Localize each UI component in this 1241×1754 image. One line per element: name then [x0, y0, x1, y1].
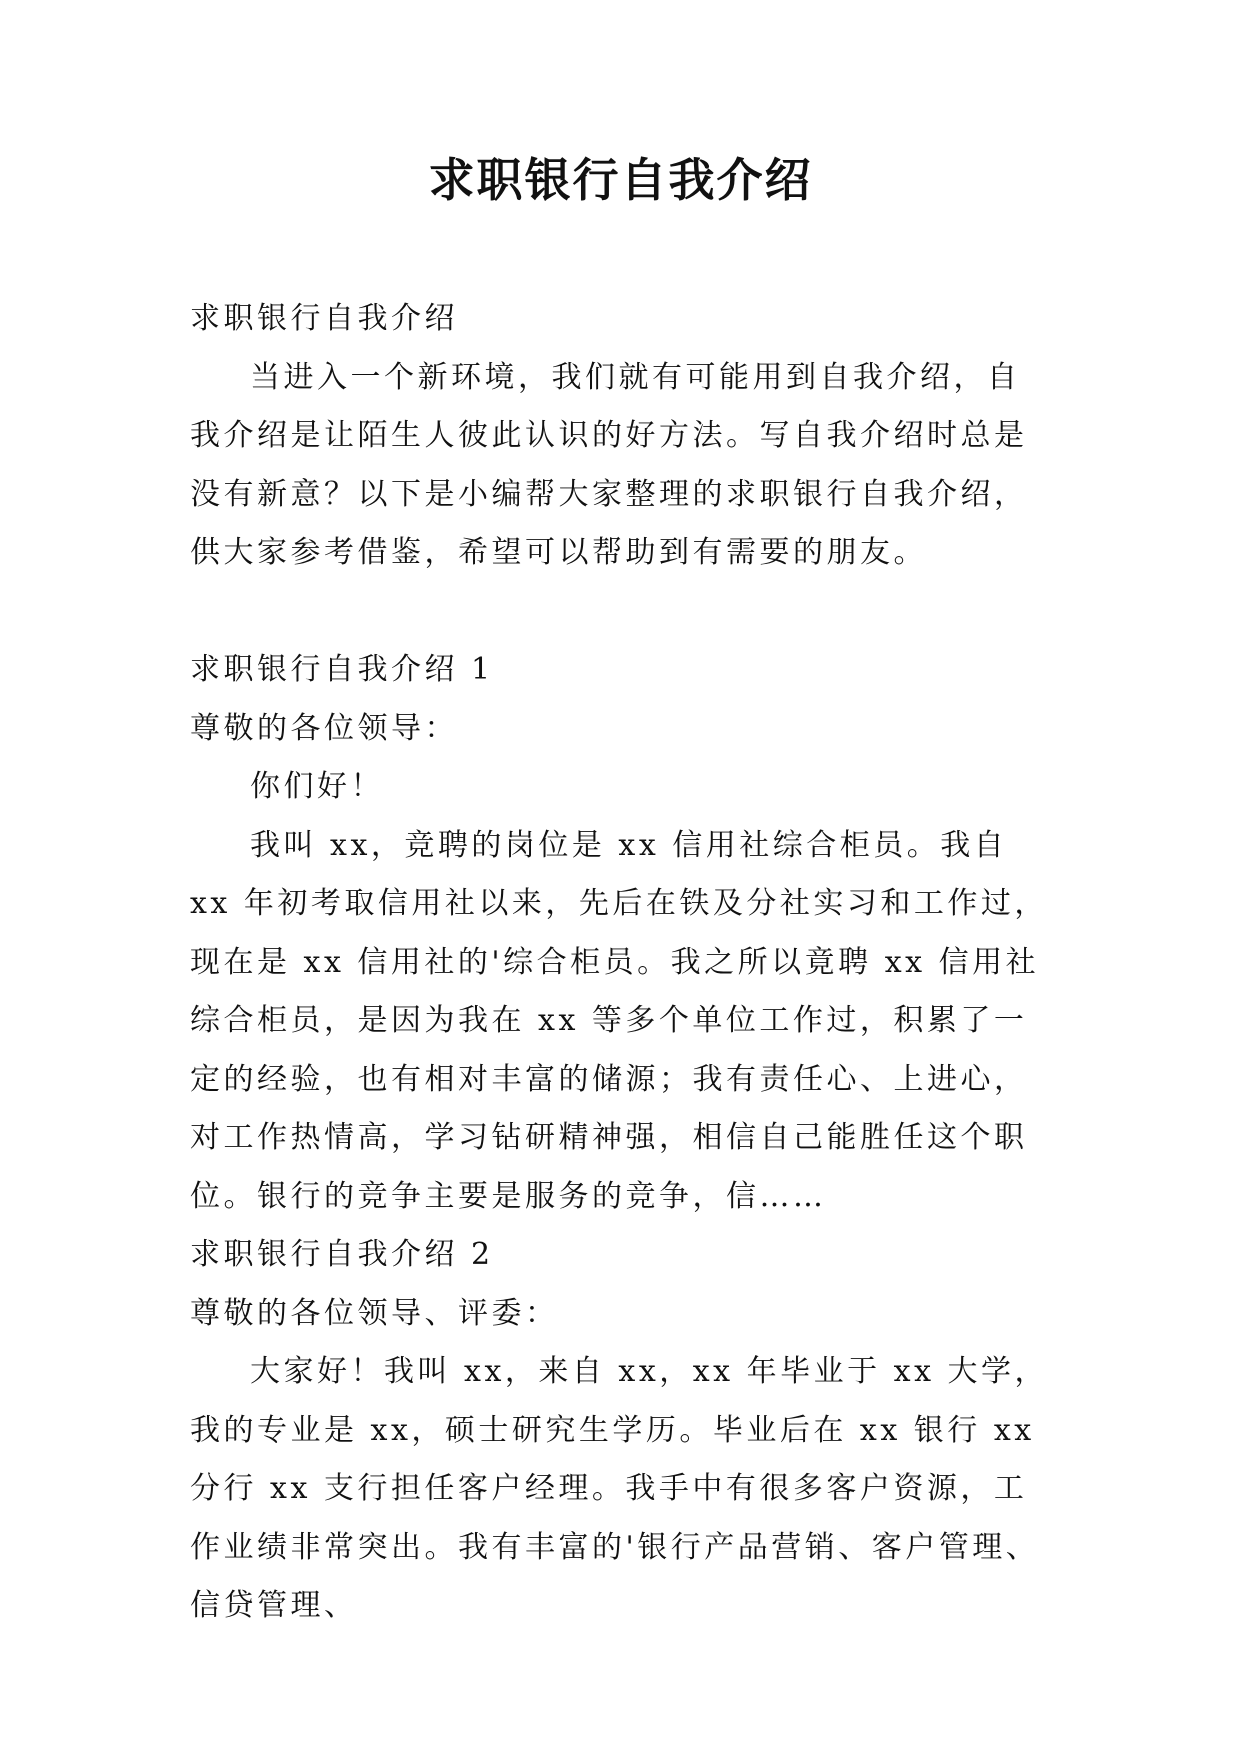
section-heading-1: 求职银行自我介绍 1	[190, 652, 494, 687]
paragraph-spacer	[190, 583, 1050, 642]
salutation-1: 尊敬的各位领导：	[190, 710, 458, 746]
intro-heading: 求职银行自我介绍	[190, 301, 458, 336]
document-title: 求职银行自我介绍	[428, 153, 813, 207]
section-heading-2: 求职银行自我介绍 2	[190, 1237, 494, 1272]
intro-paragraph: 当进入一个新环境，我们就有可能用到自我介绍，自我介绍是让陌生人彼此认识的好方法。写自我介绍时总是没有新意？以下是小编帮大家整理的求职银行自我介绍，供大家参考借鉴，希望可以帮助到有需要的朋友。	[190, 359, 1028, 570]
section-body-1: 我叫 xx，竞聘的岗位是 xx 信用社综合柜员。我自 xx 年初考取信用社以来，先后在铁及分社实习和工作过，现在是 xx 信用社的'综合柜员。我之所以竟聘 xx 信用社综合柜员，是因为我在 xx 等多个单位工作过，积累了一定的经验，也有相对丰富的储源；我有责任心、上进心，对工作热情高，学习钻研精神强，相信自己能胜任这个职位。银行的竞争主要是服务的竞争，信……	[190, 827, 1048, 1214]
salutation-2: 尊敬的各位领导、评委：	[190, 1295, 559, 1331]
section-body-2: 大家好！我叫 xx，来自 xx，xx 年毕业于 xx 大学，我的专业是 xx，硕士研究生学历。毕业后在 xx 银行 xx 分行 xx 支行担任客户经理。我手中有很多客户资源，工作业绩非常突出。我有丰富的'银行产品营销、客户管理、信贷管理、	[190, 1354, 1049, 1623]
greeting-1: 你们好！	[250, 769, 384, 804]
document-body	[190, 290, 1050, 1636]
